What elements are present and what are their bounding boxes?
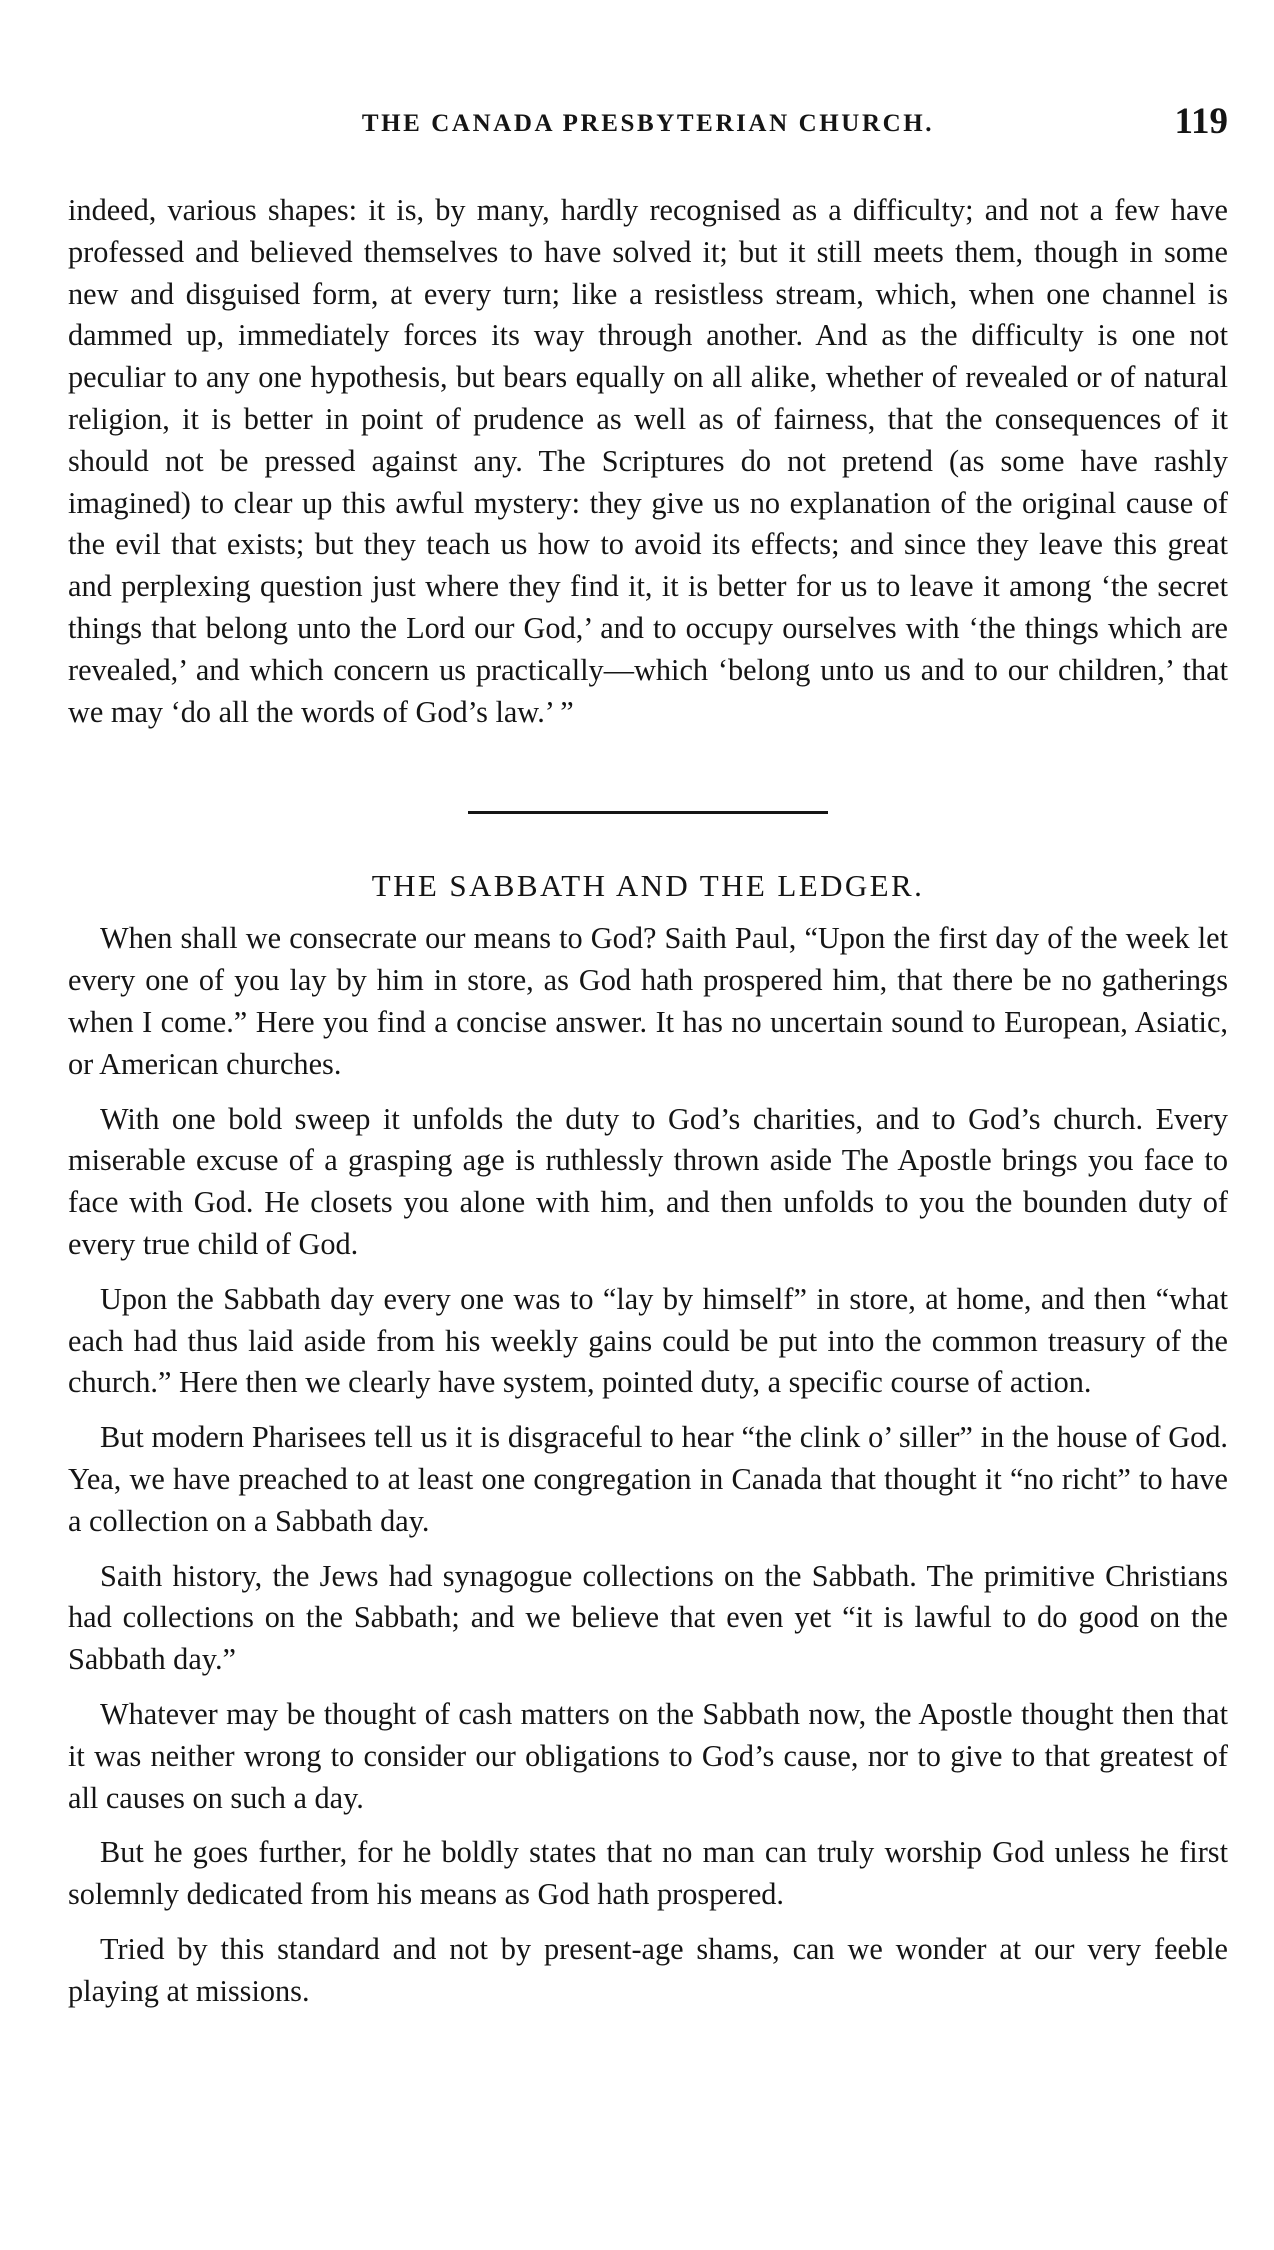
article-paragraph: But modern Pharisees tell us it is disgraceful to hear “the clink o’ siller” in the house of God. Yea, we have preached to at least one congregation in Canada that thought it “no richt” to have a collection on a Sabbath day. — [68, 1420, 1228, 1538]
article-paragraph: Upon the Sabbath day every one was to “lay by himself” in store, at home, and then “what each had thus laid aside from his weekly gains could be put into the common treasury of the church.” Here then we clearly have system, pointed duty, a specific course of action. — [68, 1281, 1228, 1400]
running-header — [68, 96, 1228, 156]
page-number: 119 — [1174, 101, 1228, 142]
section-divider — [468, 811, 828, 814]
article-paragraph: But he goes further, for he boldly states that no man can truly worship God unless he first solemnly dedicated from his means as God hath prospered. — [68, 1835, 1228, 1912]
article-paragraph: With one bold sweep it unfolds the duty to God’s charities, and to God’s church. Every miserable excuse of a grasping age is ruthlessly thrown aside The Apostle brings you face to face with God. He closets you alone with him, and then unfolds to you the bounden duty of every true child of God. — [68, 1101, 1228, 1261]
continued-quotation-paragraph: indeed, various shapes: it is, by many, hardly recognised as a difficulty; and not a few have professed and believed themselves to have solved it; but it still meets them, though in some new and disguised form, at every turn; like a resistless stream, which, when one channel is dammed up, immediately forces its way through another. And as the difficulty is one not peculiar to any one hypothesis, but bears equally on all alike, whether of revealed or of natural religion, it is better in point of prudence as well as of fairness, that the consequences of it should not be pressed against any. The Scriptures do not pretend (as some have rashly imagined) to clear up this awful mystery: they give us no explanation of the original cause of the evil that exists; but they teach us how to avoid its effects; and since they leave this great and perplexing question just where they find it, it is better for us to leave it among ‘the secret things that belong unto the Lord our God,’ and to occupy ourselves with ‘the things which are revealed,’ and which concern us practically—which ‘belong unto us and to our children,’ that we may ‘do all the words of God’s law.’ ” — [68, 193, 1228, 729]
book-page — [68, 96, 1228, 2025]
article-paragraph: When shall we consecrate our means to God? Saith Paul, “Upon the first day of the week let every one of you lay by him in store, as God hath prospered him, that there be no gatherings when I come.” Here you find a concise answer. It has no uncertain sound to European, Asiatic, or American churches. — [68, 921, 1228, 1081]
article-paragraph: Saith history, the Jews had synagogue collections on the Sabbath. The primitive Christians had collections on the Sabbath; and we believe that even yet “it is lawful to do good on the Sabbath day.” — [68, 1558, 1228, 1677]
running-title: THE CANADA PRESBYTERIAN CHURCH. — [361, 110, 935, 137]
article-paragraph: Whatever may be thought of cash matters on the Sabbath now, the Apostle thought then that it was neither wrong to consider our obligations to God’s cause, nor to give to that greatest of all causes on such a day. — [68, 1696, 1228, 1815]
article-paragraph: Tried by this standard and not by present-age shams, can we wonder at our very feeble playing at missions. — [68, 1931, 1228, 2008]
article-title: THE SABBATH AND THE LEDGER. — [371, 868, 925, 904]
